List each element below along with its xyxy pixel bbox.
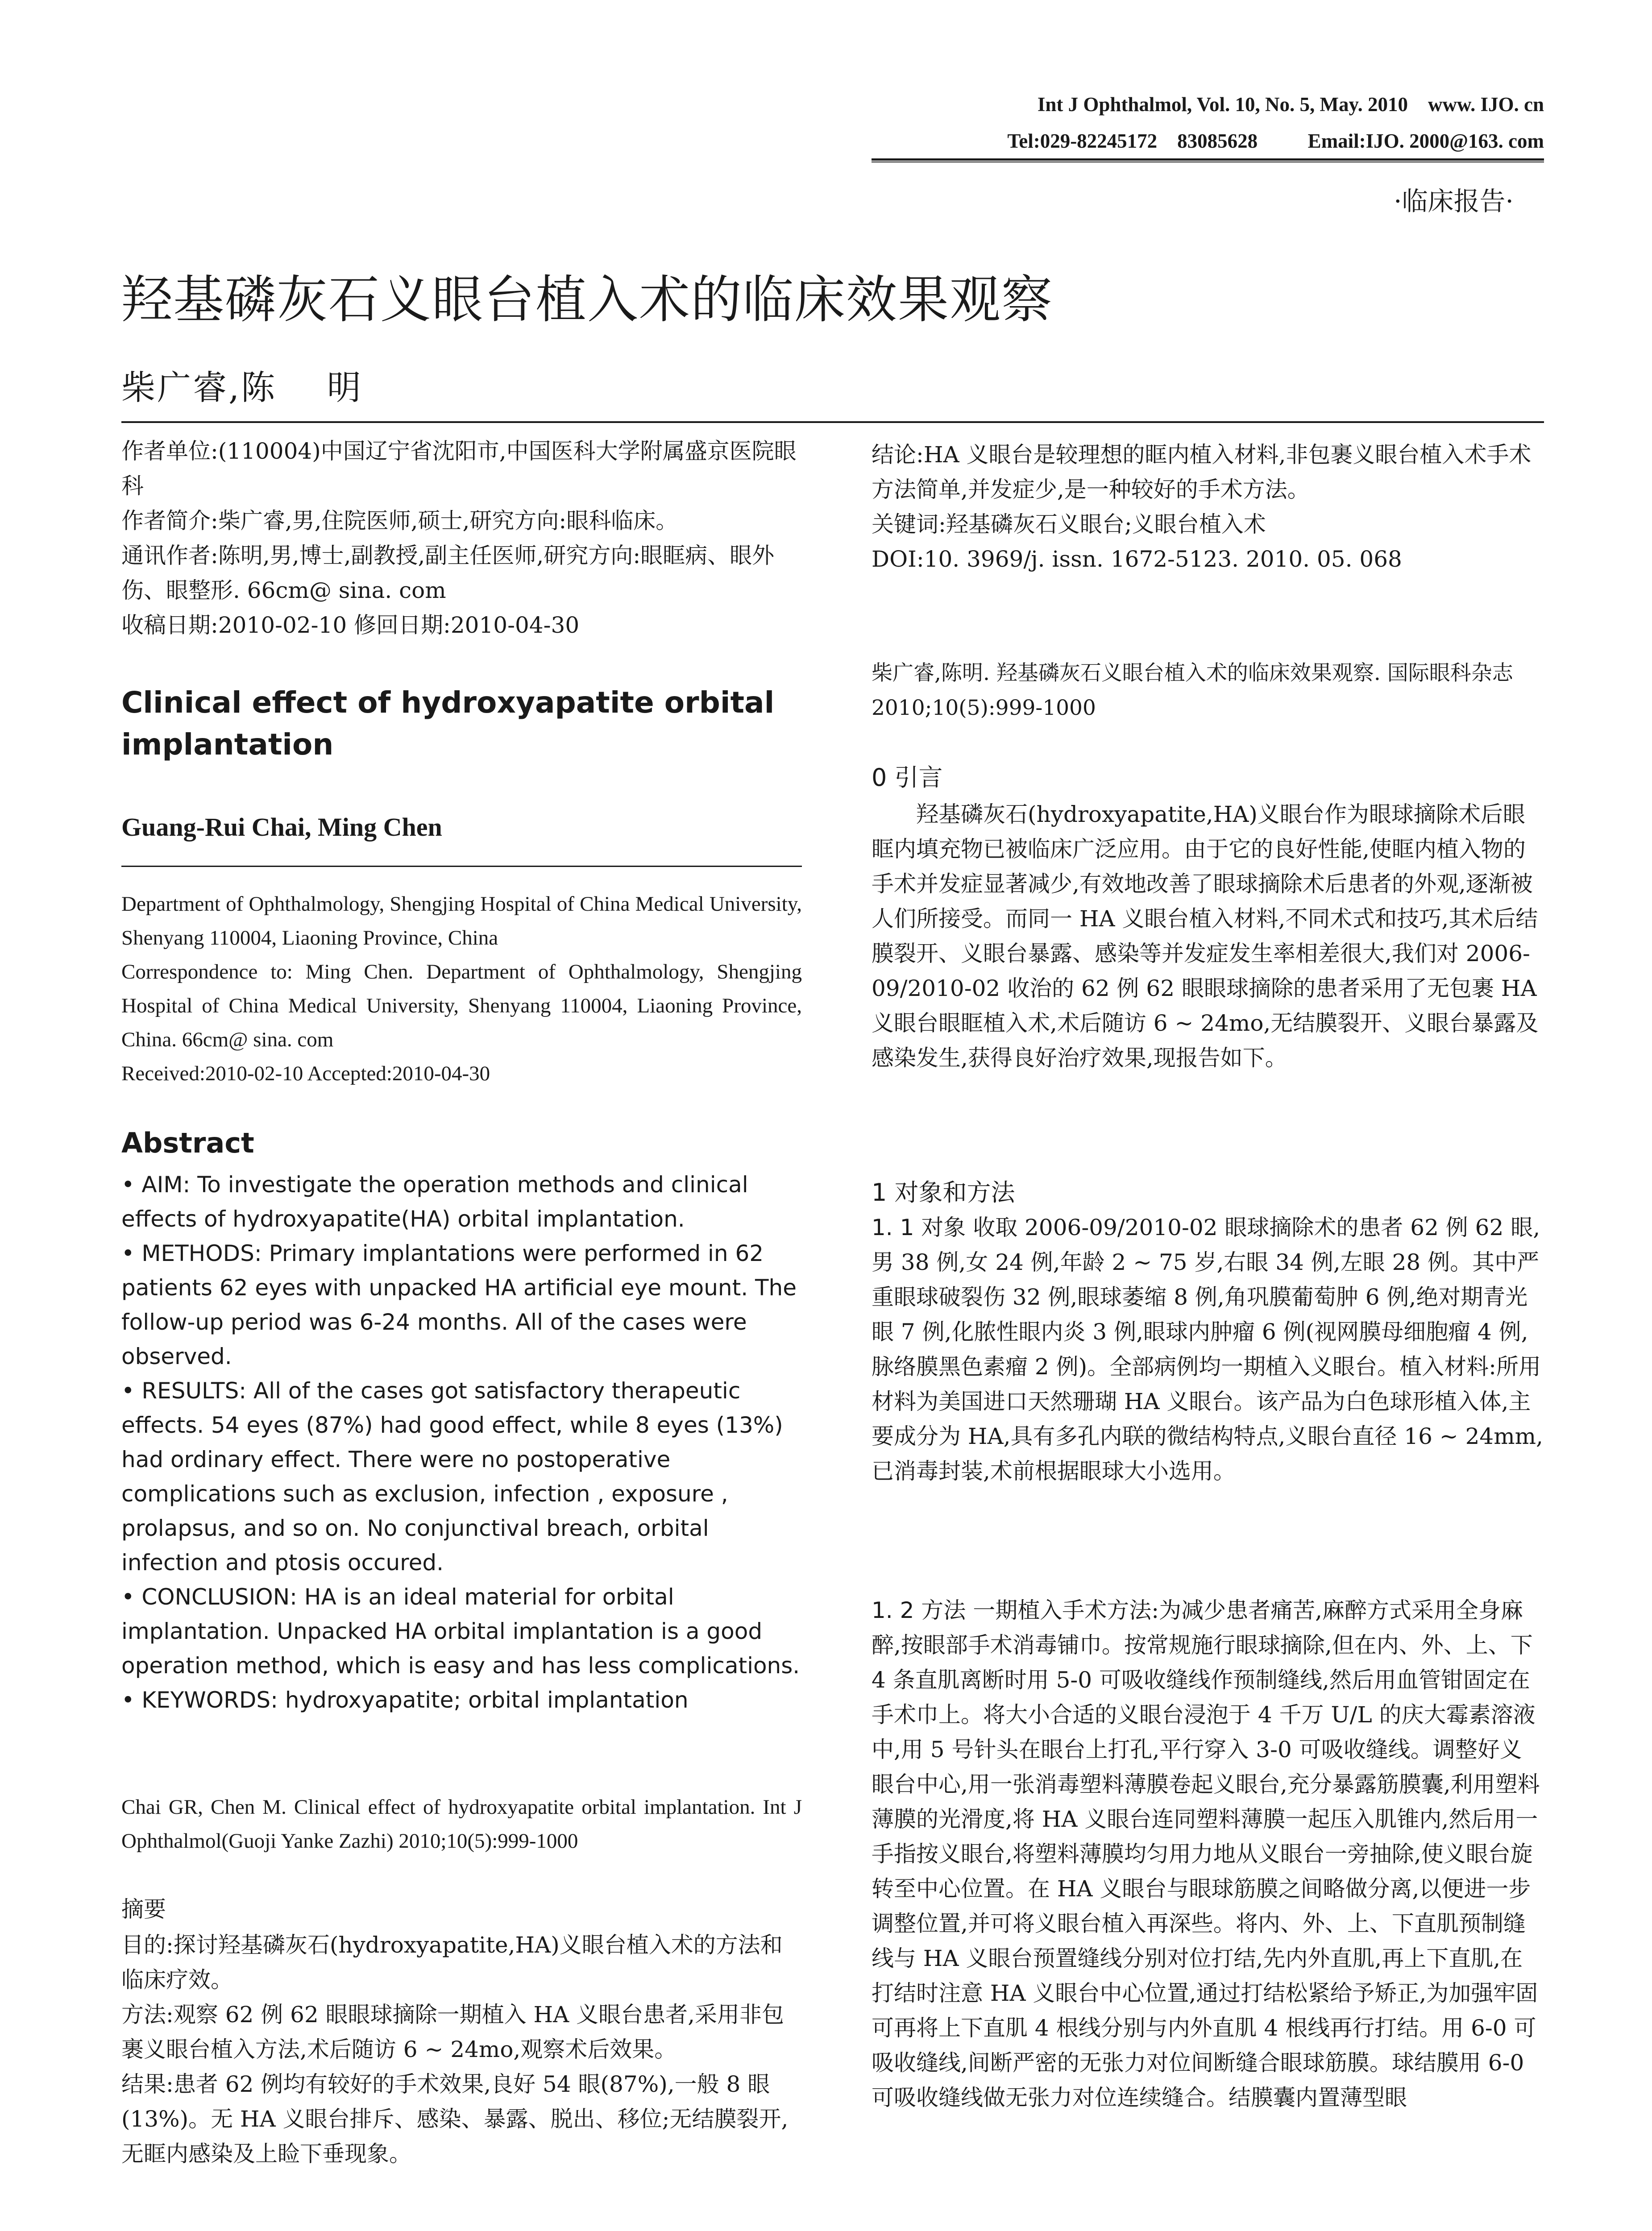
section-1-1 [872, 1210, 1544, 1489]
correspondence-text: Correspondence to: Ming Chen. Department of Ophthalmology, Shengjing Hospital of China Medical University, Shenyang 110004, Liaoning Province, China. 66cm@ sina. com [121, 960, 802, 1051]
english-abstract [121, 1168, 802, 1717]
doi: DOI:10. 3969/j. issn. 1672-5123. 2010. 05. 068 [872, 546, 1402, 572]
zh-keywords: 关键词:羟基磷灰石义眼台;义眼台植入术 [872, 511, 1266, 537]
section-1-2-text: 一期植入手术方法:为减少患者痛苦,麻醉方式采用全身麻醉,按眼部手术消毒铺巾。按常规施行眼球摘除,但在内、外、上、下 4 条直肌离断时用 5-0 可吸收缝线作预制缝线,然后用血管钳固定在手术巾上。将大小合适的义眼台浸泡于 4 千万 U/L 的庆大霉素溶液中,用 5 号针头在眼台上打孔,平行穿入 3-0 可吸收缝线。调整好义眼台中心,用一张消毒塑料薄膜卷起义眼台,充分暴露筋膜囊,利用塑料薄膜的光滑度,将 HA 义眼台连同塑料薄膜一起压入肌锥内,然后用一手指按义眼台,将塑料薄膜均匀用力地从义眼台一旁抽除,使义眼台旋转至中心位置。在 HA 义眼台与眼球筋膜之间略做分离,以便进一步调整位置,并可将义眼台植入再深些。将内、外、上、下直肌预制缝线与 HA 义眼台预置缝线分别对位打结,先内外直肌,再上下直肌,在打结时注意 HA 义眼台中心位置,通过打结松紧给予矫正,为加强牢固可再将上下直肌 4 根线分别与内外直肌 4 根线再行打结。用 6-0 可吸收缝线,间断严密的无张力对位间断缝合眼球筋膜。球结膜用 6-0 可吸收缝线做无张力对位连续缝合。结膜囊内置薄型眼 [872, 1597, 1540, 2111]
zh-abstract-aim: 目的:探讨羟基磷灰石(hydroxyapatite,HA)义眼台植入术的方法和临床疗效。 [121, 1932, 783, 1993]
title-rule [121, 421, 1544, 423]
author-profile: 作者简介:柴广睿,男,住院医师,硕士,研究方向:眼科临床。 [121, 508, 678, 534]
chinese-citation: 柴广睿,陈明. 羟基磷灰石义眼台植入术的临床效果观察. 国际眼科杂志 2010;10(5):999-1000 [872, 661, 1513, 720]
section-1-1-text: 收取 2006-09/2010-02 眼球摘除术的患者 62 例 62 眼,男 38 例,女 24 例,年龄 2 ~ 75 岁,右眼 34 例,左眼 28 例。其中严重眼球破裂伤 32 例,眼球萎缩 8 例,角巩膜葡萄肿 6 例,绝对期青光眼 7 例,化脓性眼内炎 3 例,眼球内肿瘤 6 例(视网膜母细胞瘤 4 例,脉络膜黑色素瘤 2 例)。全部病例均一期植入义眼台。植入材料:所用材料为美国进口天然珊瑚 HA 义眼台。该产品为白色球形植入体,主要成分为 HA,具有多孔内联的微结构特点,义眼台直径 16 ~ 24mm,已消毒封装,术前根据眼球大小选用。 [872, 1215, 1543, 1484]
author-affiliation: 作者单位:(110004)中国辽宁省沈阳市,中国医科大学附属盛京医院眼科 [121, 438, 797, 499]
journal-header-line: Int J Ophthalmol, Vol. 10, No. 5, May. 2010 www. IJO. cn [1037, 93, 1544, 116]
header-rule [872, 158, 1544, 161]
chinese-abstract-heading: 摘要 [121, 1896, 166, 1922]
abstract-results: • RESULTS: All of the cases got satisfactory therapeutic effects. 54 eyes (87%) had good effect, while 8 eyes (13%) had ordinary effect. There were no postoperative complications such as exclusion, infection , exposure , prolapsus, and so on. No conjunctival breach, orbital infection and ptosis occured. [121, 1378, 783, 1576]
received-accepted: Received:2010-02-10 Accepted:2010-04-30 [121, 1062, 490, 1085]
section-1-1-label: 1. 1 对象 [872, 1215, 966, 1240]
section-1-2-label: 1. 2 方法 [872, 1597, 966, 1623]
zh-abstract-methods: 方法:观察 62 例 62 眼眼球摘除一期植入 HA 义眼台患者,采用非包裹义眼台植入方法,术后随访 6 ~ 24mo,观察术后效果。 [121, 2002, 784, 2062]
abstract-conclusion: • CONCLUSION: HA is an ideal material for orbital implantation. Unpacked HA orbital implantation is a good operation method, which is easy and has less complications. [121, 1584, 800, 1679]
english-affiliation [121, 887, 802, 1091]
section-0-heading: 0 引言 [872, 763, 943, 792]
section-1-2 [872, 1593, 1544, 2115]
section-0-text: 羟基磷灰石(hydroxyapatite,HA)义眼台作为眼球摘除术后眼眶内填充物已被临床广泛应用。由于它的良好性能,使眶内植入物的手术并发症显著减少,有效地改善了眼球摘除术后患者的外观,逐渐被人们所接受。而同一 HA 义眼台植入材料,不同术式和技巧,其术后结膜裂开、义眼台暴露、感染等并发症发生率相差很大,我们对 2006-09/2010-02 收治的 62 例 62 眼眼球摘除的患者采用了无包裹 HA 义眼台眼眶植入术,术后随访 6 ~ 24mo,无结膜裂开、义眼台暴露及感染发生,获得良好治疗效果,现报告如下。 [872, 801, 1539, 1071]
english-title: Clinical effect of hydroxyapatite orbital implantation [121, 685, 775, 762]
affiliation-text: Department of Ophthalmology, Shengjing Hospital of China Medical University, Shenyang 110004, Liaoning Province, China [121, 892, 802, 950]
article-authors: 柴广睿,陈 明 [121, 368, 363, 407]
authors-rule [121, 866, 802, 867]
english-citation: Chai GR, Chen M. Clinical effect of hydroxyapatite orbital implantation. Int J Ophthalmol(Guoji Yanke Zazhi) 2010;10(5):999-1000 [121, 1796, 802, 1853]
journal-contact-line: Tel:029-82245172 83085628 Email:IJO. 2000@163. com [1007, 130, 1544, 152]
corresponding-author: 通讯作者:陈明,男,博士,副教授,副主任医师,研究方向:眼眶病、眼外伤、眼整形. 66cm@ sina. com [121, 543, 775, 603]
zh-conclusion: 结论:HA 义眼台是较理想的眶内植入材料,非包裹义眼台植入术手术方法简单,并发症少,是一种较好的手术方法。 [872, 442, 1532, 502]
received-dates: 收稿日期:2010-02-10 修回日期:2010-04-30 [121, 612, 580, 638]
article-title: 羟基磷灰石义眼台植入术的临床效果观察 [121, 270, 1054, 329]
section-tag: ·临床报告· [1394, 186, 1514, 216]
abstract-methods: • METHODS: Primary implantations were performed in 62 patients 62 eyes with unpacked HA artificial eye mount. The follow-up period was 6-24 months. All of the cases were observed. [121, 1240, 797, 1369]
abstract-aim: • AIM: To investigate the operation methods and clinical effects of hydroxyapatite(HA) orbital implantation. [121, 1172, 748, 1232]
english-authors: Guang-Rui Chai, Ming Chen [121, 813, 442, 842]
abstract-keywords: • KEYWORDS: hydroxyapatite; orbital implantation [121, 1687, 689, 1713]
abstract-heading: Abstract [121, 1127, 254, 1159]
zh-abstract-results: 结果:患者 62 例均有较好的手术效果,良好 54 眼(87%),一般 8 眼(13%)。无 HA 义眼台排斥、感染、暴露、脱出、移位;无结膜裂开,无眶内感染及上睑下垂现象。 [121, 2071, 789, 2167]
author-info [121, 434, 802, 643]
chinese-abstract [121, 1928, 802, 2171]
conclusion-block [872, 437, 1544, 576]
section-1-heading: 1 对象和方法 [872, 1178, 1015, 1207]
